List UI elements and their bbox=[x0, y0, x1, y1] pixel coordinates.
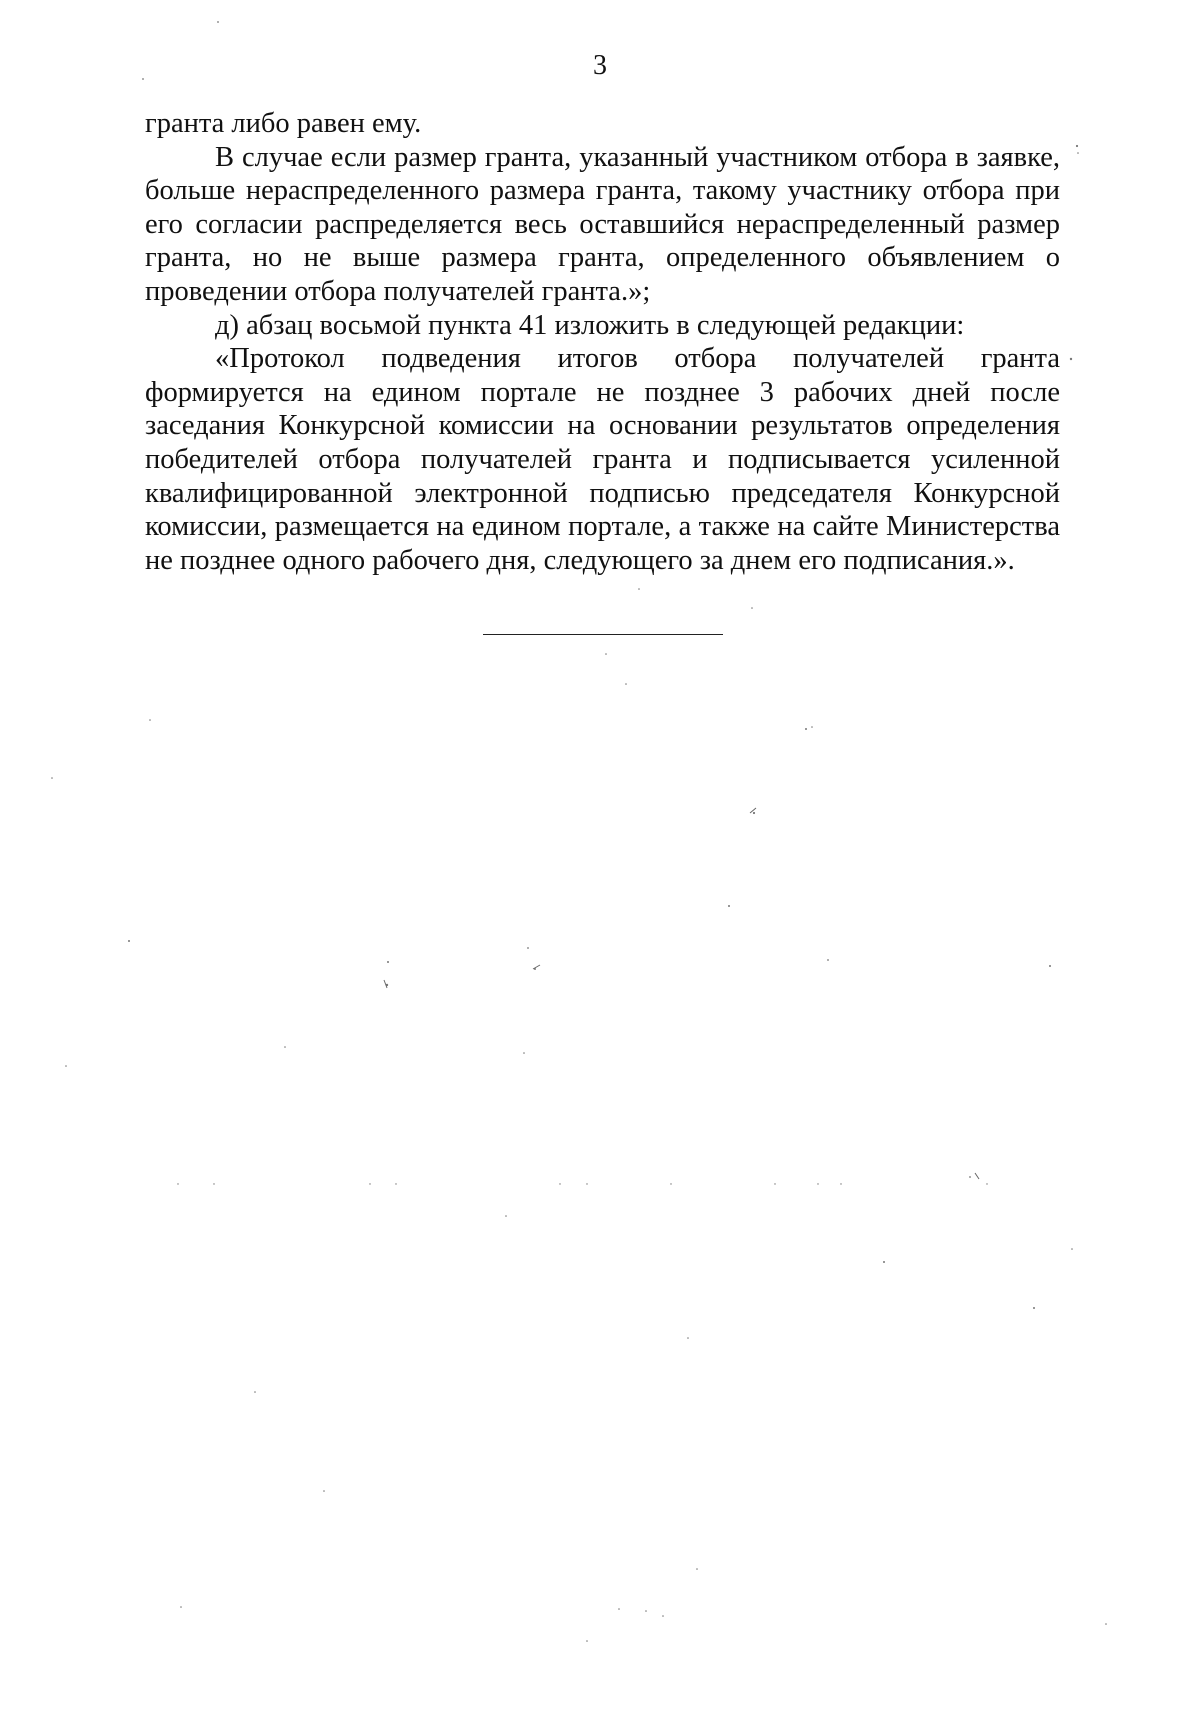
paragraph-grant-distribution: В случае если размер гранта, указанный участником отбора в заявке, больше нераспределенного размера гранта, такому участнику отбора при его согласии распределяется весь оставшийся нераспределенный размер гранта, но не выше размера гранта, определенного объявлением о проведении отбора получателей гранта.»; bbox=[145, 141, 1060, 307]
document-body bbox=[145, 107, 1060, 577]
paragraph-continuation: гранта либо равен ему. bbox=[145, 108, 422, 139]
paragraph-protocol: «Протокол подведения итогов отбора получателей гранта формируется на едином портале не позднее 3 рабочих дней после заседания Конкурсной комиссии на основании результатов определения победителей отбора получателей гранта и подписывается усиленной квалифицированной электронной подписью председателя Конкурсной комиссии, размещается на едином портале, а также на сайте Министерства не позднее одного рабочего дня, следующего за днем его подписания.». bbox=[145, 343, 1060, 576]
paragraph-amendment-d: д) абзац восьмой пункта 41 изложить в следующей редакции: bbox=[215, 309, 965, 341]
page-number: 3 bbox=[593, 50, 607, 81]
end-separator-line bbox=[483, 634, 723, 635]
